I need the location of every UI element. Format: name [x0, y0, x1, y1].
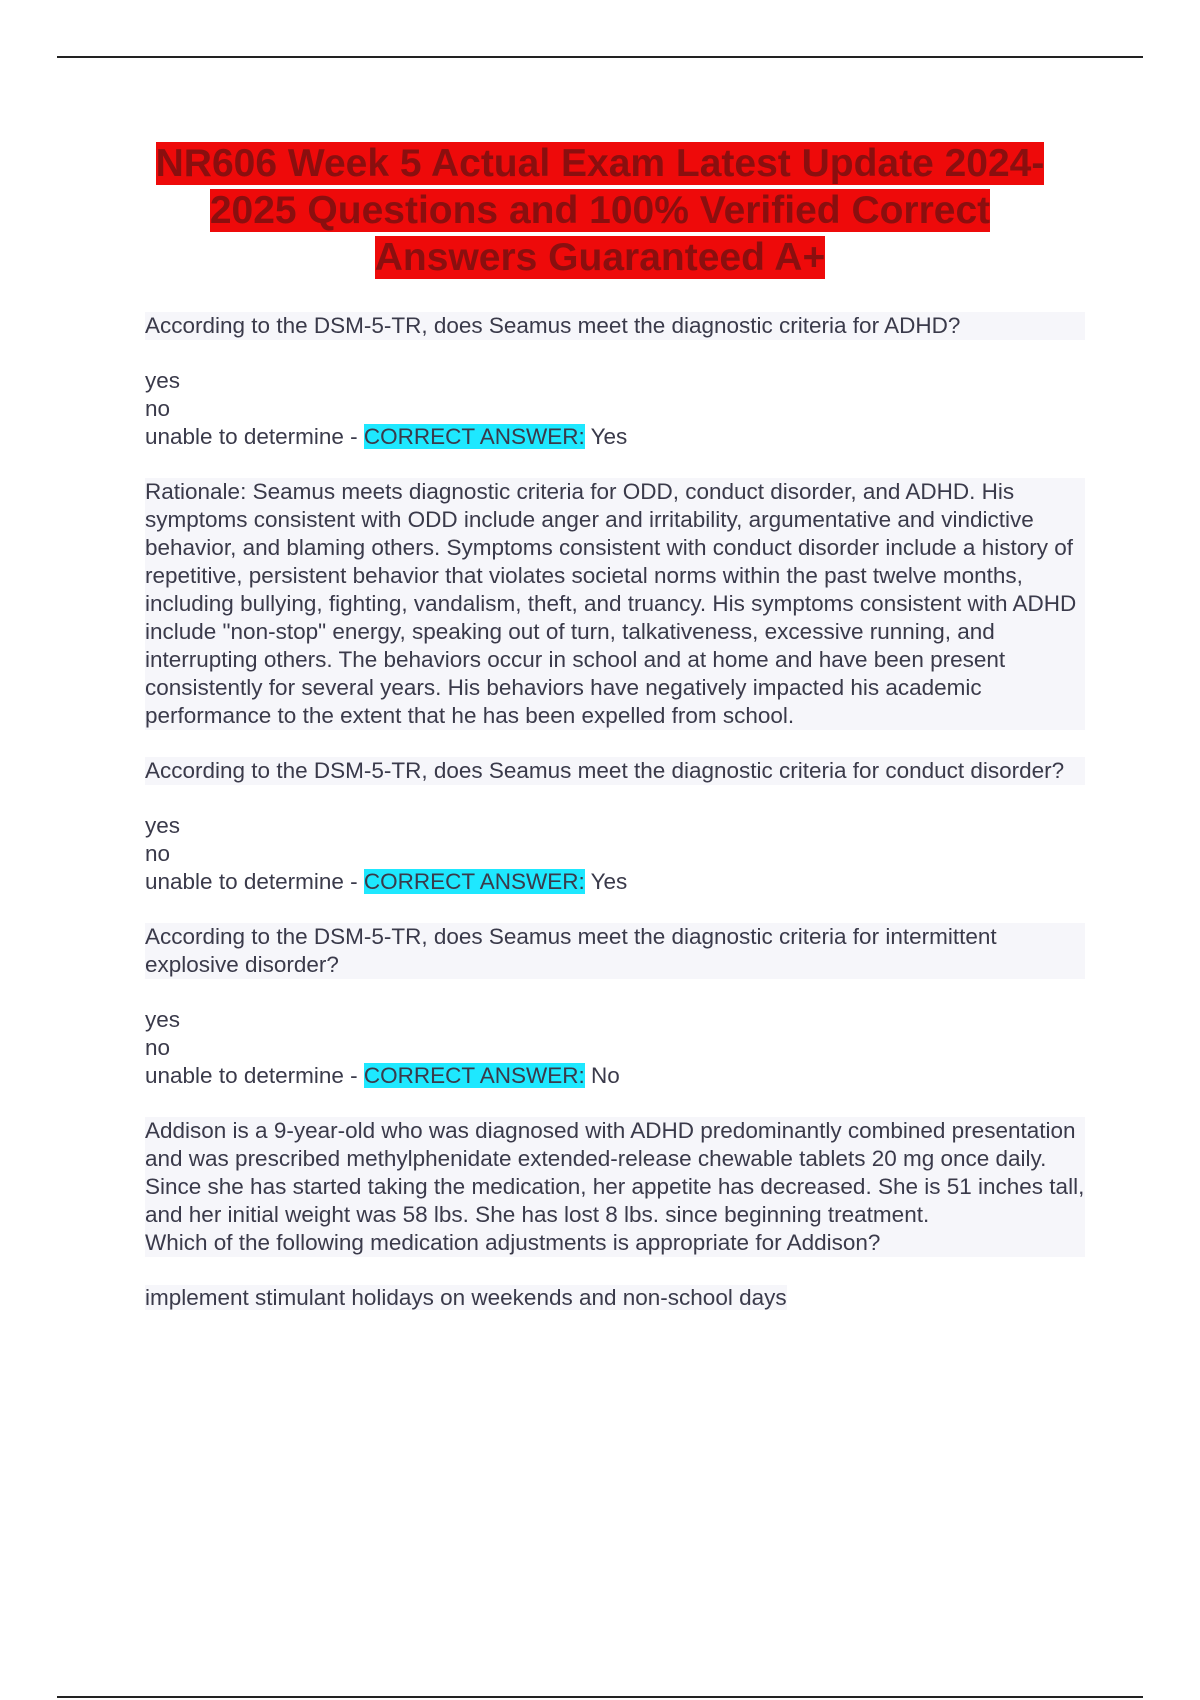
q3-answer: No: [584, 1063, 620, 1088]
bottom-rule: [57, 1696, 1143, 1698]
q1-option-no: no: [145, 396, 171, 421]
q2-option-unable-text: unable to determine -: [145, 869, 364, 894]
q2-option-yes: yes: [145, 813, 181, 838]
q2-option-no: no: [145, 841, 171, 866]
q2-answer-label: CORRECT ANSWER:: [363, 869, 585, 894]
document-body: [145, 312, 1085, 1312]
q1-answer-label: CORRECT ANSWER:: [363, 424, 585, 449]
q3-option-unable: [145, 1062, 1085, 1090]
q1-option-unable-text: unable to determine -: [145, 424, 364, 449]
q1-question: According to the DSM-5-TR, does Seamus meet the diagnostic criteria for ADHD?: [145, 312, 1085, 340]
q1-answer: Yes: [584, 424, 628, 449]
q3-answer-label: CORRECT ANSWER:: [363, 1063, 585, 1088]
q1-option-unable: [145, 423, 1085, 451]
q1-rationale: Rationale: Seamus meets diagnostic criteria for ODD, conduct disorder, and ADHD. His symptoms consistent with ODD include anger and irritability, argumentative and vindictive behavior, and blaming others. Symptoms consistent with conduct disorder include a history of repetitive, persistent behavior that violates societal norms within the past twelve months, including bullying, fighting, vandalism, theft, and truancy. His symptoms consistent with ADHD include "non-stop" energy, speaking out of turn, talkativeness, excessive running, and interrupting others. The behaviors occur in school and at home and have been present consistently for several years. His behaviors have negatively impacted his academic performance to the extent that he has been expelled from school.: [145, 478, 1085, 730]
q2-question: According to the DSM-5-TR, does Seamus meet the diagnostic criteria for conduct disorder?: [145, 757, 1085, 785]
q3-option-unable-text: unable to determine -: [145, 1063, 364, 1088]
q4-question: Which of the following medication adjustments is appropriate for Addison?: [145, 1229, 1085, 1257]
q4-option-1-text: implement stimulant holidays on weekends and non-school days: [145, 1285, 787, 1310]
top-rule: [57, 56, 1143, 58]
q3-option-no: no: [145, 1035, 171, 1060]
q2-option-unable: [145, 868, 1085, 896]
document-title: NR606 Week 5 Actual Exam Latest Update 2024-2025 Questions and 100% Verified Correct Answers Guaranteed A+: [155, 142, 1045, 279]
q1-option-yes: yes: [145, 368, 181, 393]
q4-stem: Addison is a 9-year-old who was diagnosed with ADHD predominantly combined presentation and was prescribed methylphenidate extended-release chewable tablets 20 mg once daily. Since she has started taking the medication, her appetite has decreased. She is 51 inches tall, and her initial weight was 58 lbs. She has lost 8 lbs. since beginning treatment.: [145, 1118, 1085, 1227]
q4-option-1: [145, 1284, 1085, 1312]
q2-answer: Yes: [584, 869, 628, 894]
q3-option-yes: yes: [145, 1007, 181, 1032]
q3-question: According to the DSM-5-TR, does Seamus meet the diagnostic criteria for intermittent explosive disorder?: [145, 923, 1085, 979]
